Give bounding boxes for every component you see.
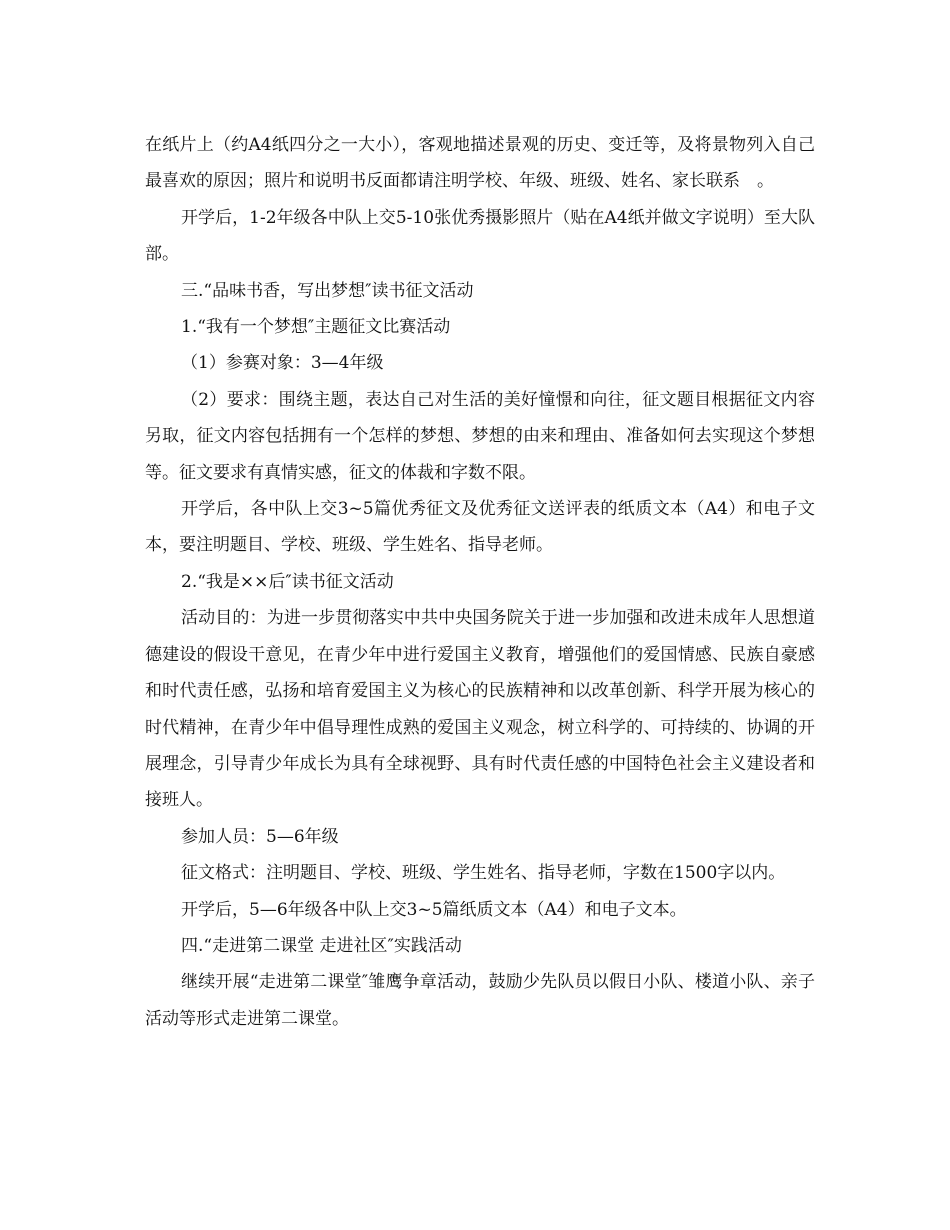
paragraph-essay-submission: 开学后，各中队上交3~5篇优秀征文及优秀征文送评表的纸质文本（A4）和电子文本，要注明题目、学校、班级、学生姓名、指导老师。 bbox=[145, 499, 815, 556]
paragraph-essay-format: 征文格式：注明题目、学校、班级、学生姓名、指导老师，字数在1500字以内。 bbox=[181, 863, 786, 884]
section-heading-reading-essay: 三.“品味书香，写出梦想″读书征文活动 bbox=[181, 280, 474, 301]
paragraph-photo-description: 在纸片上（约A4纸四分之一大小），客观地描述景观的历史、变迁等，及将景物列入自己最喜欢的原因；照片和说明书反面都请注明学校、年级、班级、姓名、家长联系 。 bbox=[145, 135, 815, 192]
subsection-heading-dream-essay: 1.“我有一个梦想″主题征文比赛活动 bbox=[181, 317, 451, 338]
document-body bbox=[145, 127, 815, 1037]
subsection-heading-generation-essay: 2.“我是××后″读书征文活动 bbox=[181, 571, 394, 592]
paragraph-photo-submission: 开学后，1-2年级各中队上交5-10张优秀摄影照片（贴在A4纸并做文字说明）至大队部。 bbox=[145, 207, 815, 265]
paragraph-participants-5-6: 参加人员：5—6年级 bbox=[181, 826, 339, 847]
paragraph-grade-5-6-submission: 开学后，5—6年级各中队上交3~5篇纸质文本（A4）和电子文本。 bbox=[181, 899, 687, 920]
paragraph-requirements: （2）要求：围绕主题，表达自己对生活的美好憧憬和向往，征文题目根据征文内容另取，征文内容包括拥有一个怎样的梦想、梦想的由来和理由、准备如何去实现这个梦想等。征文要求有真情实感，征文的体裁和字数不限。 bbox=[145, 389, 815, 483]
paragraph-activity-purpose: 活动目的：为进一步贯彻落实中共中央国务院关于进一步加强和改进未成年人思想道德建设的假设干意见，在青少年中进行爱国主义教育，增强他们的爱国情感、民族自豪感和时代责任感，弘扬和培育爱国主义为核心的民族精神和以改革创新、科学开展为核心的时代精神，在青少年中倡导理性成熟的爱国主义观念，树立科学的、可持续的、协调的开展理念，引导青少年成长为具有全球视野、具有时代责任感的中国特色社会主义建设者和接班人。 bbox=[145, 608, 815, 811]
paragraph-participants-3-4: （1）参赛对象：3—4年级 bbox=[181, 353, 384, 374]
paragraph-second-classroom: 继续开展“走进第二课堂″雏鹰争章活动，鼓励少先队员以假日小队、楼道小队、亲子活动等形式走进第二课堂。 bbox=[145, 972, 815, 1029]
section-heading-practice-activity: 四.“走进第二课堂 走进社区″实践活动 bbox=[181, 935, 462, 956]
